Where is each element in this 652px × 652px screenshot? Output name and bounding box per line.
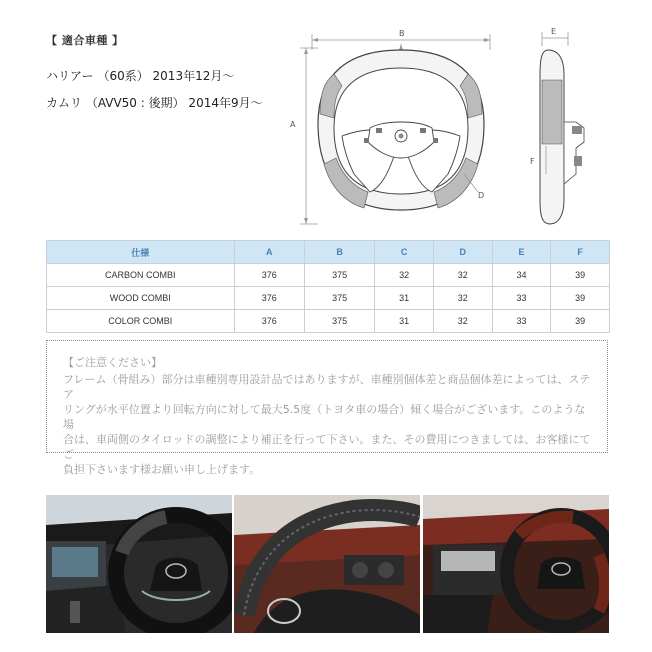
- col-d: D: [433, 241, 492, 264]
- cell-d: 32: [433, 310, 492, 333]
- col-spec: 仕様: [47, 241, 235, 264]
- cell-b: 375: [304, 264, 374, 287]
- dim-label-a: A: [290, 120, 296, 129]
- cell-d: 32: [433, 287, 492, 310]
- caution-line: 負担下さいます様お願い申し上げます。: [63, 463, 261, 476]
- cell-f: 39: [551, 287, 610, 310]
- cell-f: 39: [551, 264, 610, 287]
- cell-c: 32: [375, 264, 434, 287]
- col-e: E: [492, 241, 551, 264]
- cell-spec: COLOR COMBI: [47, 310, 235, 333]
- fitment-title: 【 適合車種 】: [46, 34, 124, 47]
- col-a: A: [234, 241, 304, 264]
- cell-d: 32: [433, 264, 492, 287]
- photo-wheel-closeup: [234, 495, 420, 633]
- cell-a: 376: [234, 264, 304, 287]
- table-row: [47, 287, 610, 310]
- cell-c: 31: [375, 310, 434, 333]
- cell-f: 39: [551, 310, 610, 333]
- photo-carbon-combi-interior: [46, 495, 232, 633]
- cell-b: 375: [304, 287, 374, 310]
- caution-line: 合は、車両側のタイロッドの調整により補正を行って下さい。また、その費用につきましては、お客様にてご: [63, 433, 591, 461]
- dim-label-b: B: [399, 29, 405, 38]
- caution-notice: [46, 340, 608, 476]
- dim-label-f: F: [530, 157, 535, 166]
- spec-header-row: [47, 241, 610, 264]
- photo-wood-combi-interior: [423, 495, 609, 633]
- cell-b: 375: [304, 310, 374, 333]
- fitment-model-harrier: ハリアー （60系） 2013年12月～: [46, 69, 235, 83]
- caution-title: 【ご注意ください】: [63, 356, 162, 369]
- table-row: [47, 310, 610, 333]
- cell-spec: CARBON COMBI: [47, 264, 235, 287]
- cell-e: 33: [492, 287, 551, 310]
- col-c: C: [375, 241, 434, 264]
- col-b: B: [304, 241, 374, 264]
- col-f: F: [551, 241, 610, 264]
- dimension-diagram: [284, 24, 610, 230]
- cell-spec: WOOD COMBI: [47, 287, 235, 310]
- dim-label-e: E: [551, 27, 557, 36]
- cell-c: 31: [375, 287, 434, 310]
- table-row: [47, 264, 610, 287]
- cell-a: 376: [234, 287, 304, 310]
- cell-a: 376: [234, 310, 304, 333]
- caution-line: フレーム（骨組み）部分は車種別専用設計品ではありますが、車種別個体差と商品個体差によっては、ステア: [63, 373, 591, 401]
- dim-label-d: D: [478, 191, 485, 200]
- fitment-model-camry: カムリ （AVV50 : 後期） 2014年9月～: [46, 96, 263, 110]
- spec-table: [46, 240, 610, 333]
- caution-line: リングが水平位置より回転方向に対して最大5.5度（トヨタ車の場合）傾く場合がございます。このような場: [63, 403, 586, 431]
- cell-e: 33: [492, 310, 551, 333]
- cell-e: 34: [492, 264, 551, 287]
